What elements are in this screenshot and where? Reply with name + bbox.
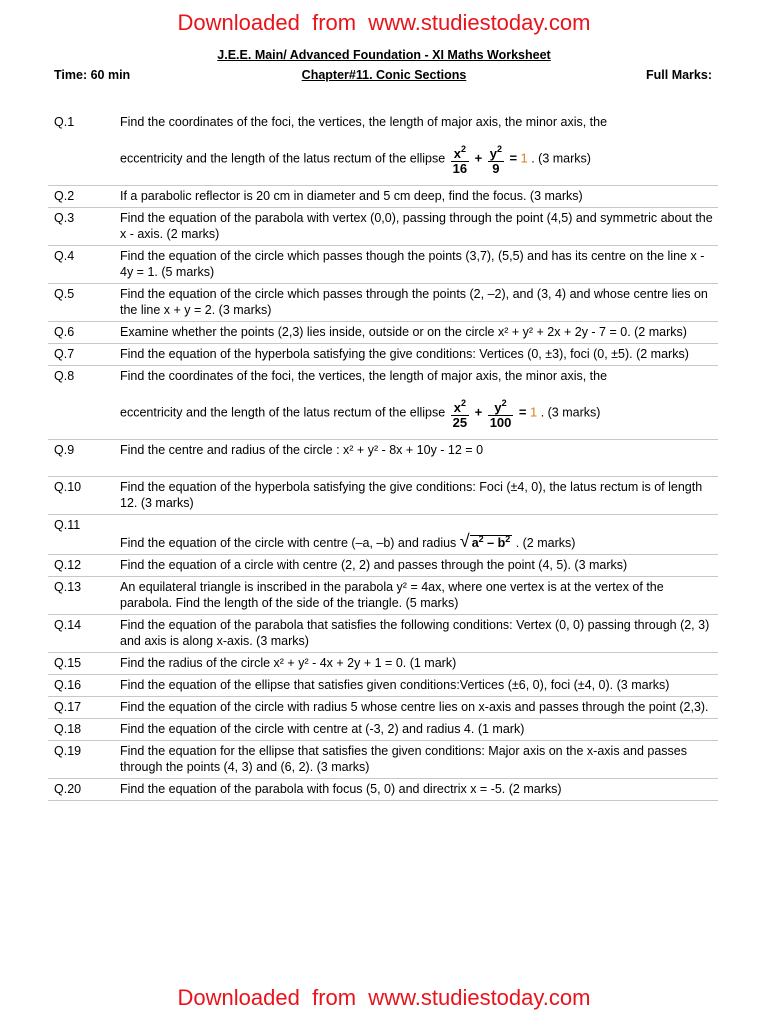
question-row — [48, 246, 718, 284]
question-line: eccentricity and the length of the latus rectum of the ellipse $\frac{x^2}{16}$ + $\frac{y^2}{9}$ = 1 . (3 marks) — [120, 144, 591, 176]
question-number: Q.9 — [54, 443, 75, 457]
exponent: 2 — [461, 398, 467, 408]
question-text: An equilateral triangle is inscribed in the parabola y² = 4ax, where one vertex is at the vertex of the parabola. Find the length of the side of the triangle. (5 marks) — [120, 580, 664, 611]
question-row — [48, 344, 718, 366]
question-text: Find the equation of the circle which passes though the points (3,7), (5,5) and has its centre on the line x - 4y = 1. (5 marks) — [120, 249, 705, 279]
question-row — [48, 615, 718, 653]
download-banner-top[interactable]: Downloaded from www.studiestoday.com — [177, 10, 591, 35]
question-list — [48, 112, 718, 801]
fraction-denominator: 100 — [489, 415, 512, 430]
question-text: Find the equation of the hyperbola satisfying the give conditions: Vertices (0, ±3), foci (0, ±5). (2 marks) — [120, 347, 689, 361]
question-text-part: eccentricity and the length of the latus rectum of the ellipse — [120, 151, 446, 166]
question-text: Find the equation of the parabola with focus (5, 0) and directrix x = -5. (2 marks) — [120, 782, 562, 797]
question-line: Find the coordinates of the foci, the vertices, the length of major axis, the minor axis, the — [120, 115, 608, 129]
radical-sign: √ — [459, 531, 470, 552]
download-banner-bottom[interactable]: Downloaded from www.studiestoday.com — [177, 985, 591, 1010]
question-number: Q.19 — [54, 744, 82, 759]
chapter-heading: Chapter#11. Conic Sections — [301, 68, 467, 82]
radicand-term: b — [497, 536, 506, 551]
question-text-part: . (2 marks) — [515, 536, 576, 551]
question-number: Q.10 — [54, 480, 82, 494]
question-row — [48, 440, 718, 477]
equation-rhs: 1 — [520, 150, 528, 166]
question-text-part: eccentricity and the length of the latus rectum of the ellipse — [120, 405, 446, 420]
question-text: Find the equation of the circle with centre at (-3, 2) and radius 4. (1 mark) — [120, 722, 525, 737]
question-number: Q.7 — [54, 347, 75, 361]
full-marks-label: Full Marks: — [646, 68, 712, 82]
question-text: If a parabolic reflector is 20 cm in diameter and 5 cm deep, find the focus. (3 marks) — [120, 189, 583, 203]
radicand — [470, 535, 513, 550]
question-text: Find the equation of a circle with centre (2, 2) and passes through the point (4, 5). (3 marks) — [120, 558, 628, 573]
time-label: Time: 60 min — [54, 68, 131, 82]
question-text-part: Find the equation of the circle with centre (–a, –b) and radius — [120, 536, 457, 551]
question-row — [48, 577, 718, 615]
question-text-part: . (3 marks) — [531, 151, 591, 166]
question-row — [48, 112, 718, 186]
fraction-denominator: 9 — [492, 161, 500, 176]
fraction — [488, 396, 514, 430]
question-number: Q.15 — [54, 656, 82, 671]
radicand-term: a — [471, 536, 479, 551]
equals-sign: = — [509, 150, 518, 166]
question-text: Find the equation of the parabola with vertex (0,0), passing through the point (4,5) and symmetric about the x - axis. (2 marks) — [120, 211, 713, 241]
question-number: Q.4 — [54, 249, 75, 263]
question-row — [48, 208, 718, 246]
question-row — [48, 741, 718, 779]
question-row — [48, 284, 718, 322]
question-text — [120, 114, 718, 176]
question-text — [120, 517, 718, 551]
equals-sign: = — [518, 404, 527, 420]
exponent: 2 — [461, 144, 467, 154]
question-text — [120, 368, 718, 430]
question-text: Find the centre and radius of the circle : x² + y² - 8x + 10y - 12 = 0 — [120, 443, 484, 457]
question-text: Find the equation of the circle which passes through the points (2, –2), and (3, 4) and whose centre lies on the line x + y = 2. (3 marks) — [120, 287, 708, 317]
exponent: 2 — [505, 534, 511, 544]
question-text: Find the equation of the ellipse that satisfies given conditions:Vertices (±6, 0), foci (±4, 0). (3 marks) — [120, 678, 670, 693]
question-line: eccentricity and the length of the latus rectum of the ellipse $\frac{x^2}{25}$ + $\frac{y^2}{100}$ = 1 . (3 marks) — [120, 398, 601, 430]
question-number: Q.18 — [54, 722, 82, 737]
worksheet-title: J.E.E. Main/ Advanced Foundation - XI Maths Worksheet — [217, 48, 551, 62]
question-row — [48, 555, 718, 577]
question-number: Q.5 — [54, 287, 75, 301]
question-number: Q.12 — [54, 558, 82, 573]
question-row — [48, 719, 718, 741]
fraction-denominator: 25 — [452, 415, 468, 430]
question-number: Q.17 — [54, 700, 82, 715]
fraction — [451, 142, 469, 176]
question-text: Find the radius of the circle x² + y² - 4x + 2y + 1 = 0. (1 mark) — [120, 656, 457, 671]
question-row — [48, 779, 718, 801]
minus-sign: – — [483, 536, 498, 551]
fraction — [451, 396, 469, 430]
exponent: 2 — [478, 534, 484, 544]
question-number: Q.3 — [54, 211, 75, 225]
equation-rhs: 1 — [529, 404, 538, 420]
question-row — [48, 186, 718, 208]
fraction-numerator: y — [489, 146, 497, 161]
fraction — [488, 142, 504, 176]
question-number: Q.11 — [54, 518, 81, 532]
question-text: Find the equation of the parabola that satisfies the following conditions: Vertex (0, 0) passing through (2, 3) and axis is along x-axis. (3 marks) — [120, 618, 710, 649]
question-number: Q.8 — [54, 369, 75, 383]
exponent: 2 — [501, 398, 507, 408]
fraction-numerator: x — [453, 400, 462, 415]
question-row — [48, 697, 718, 719]
exponent: 2 — [496, 144, 502, 154]
question-row — [48, 675, 718, 697]
question-row — [48, 366, 718, 440]
question-number: Q.14 — [54, 618, 82, 633]
question-text: Examine whether the points (2,3) lies inside, outside or on the circle x² + y² + 2x + 2y - 7 = 0. (2 marks) — [120, 325, 687, 339]
question-row — [48, 515, 718, 555]
question-number: Q.6 — [54, 325, 75, 339]
question-text: Find the equation of the circle with radius 5 whose centre lies on x-axis and passes through the point (2,3). — [120, 700, 709, 715]
question-number: Q.13 — [54, 580, 82, 595]
question-text: Find the equation for the ellipse that satisfies the given conditions: Major axis on the x-axis and passes through the points (4, 3) and (6, 2). (3 marks) — [120, 744, 687, 775]
question-number: Q.1 — [54, 115, 75, 129]
fraction-numerator: y — [494, 400, 502, 415]
question-row — [48, 322, 718, 344]
question-number: Q.2 — [54, 189, 75, 203]
question-text-part: . (3 marks) — [540, 405, 601, 420]
question-row — [48, 477, 718, 515]
question-number: Q.20 — [54, 782, 82, 797]
fraction-denominator: 16 — [452, 161, 468, 176]
question-number: Q.16 — [54, 678, 82, 693]
fraction-numerator: x — [453, 146, 462, 161]
question-row — [48, 653, 718, 675]
question-text: Find the equation of the hyperbola satisfying the give conditions: Foci (±4, 0), the latus rectum is of length 12. (3 marks) — [120, 480, 703, 510]
question-line: Find the coordinates of the foci, the vertices, the length of major axis, the minor axis, the — [120, 369, 608, 383]
